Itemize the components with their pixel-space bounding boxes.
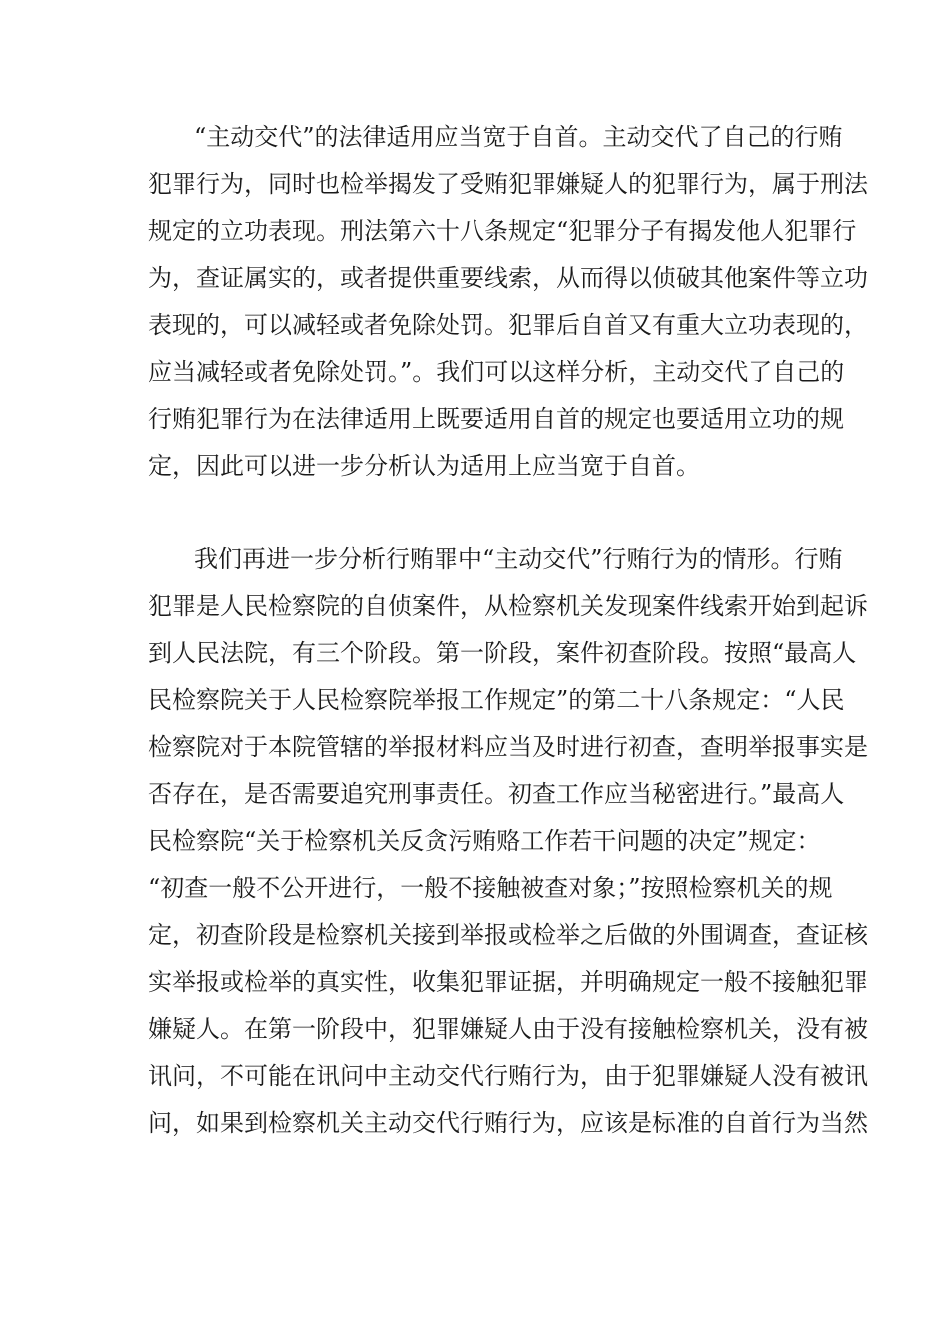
paragraph-line: 表现的，可以减轻或者免除处罚。犯罪后自首又有重大立功表现的， <box>148 311 868 339</box>
paragraph-line: “初查一般不公开进行，一般不接触被查对象；”按照检察机关的规 <box>148 874 833 902</box>
paragraph-line: 定，因此可以进一步分析认为适用上应当宽于自首。 <box>148 452 700 480</box>
paragraph-1 <box>148 114 868 490</box>
paragraph-2 <box>148 536 868 1147</box>
paragraph-line: 犯罪是人民检察院的自侦案件，从检察机关发现案件线索开始到起诉 <box>148 592 868 620</box>
paragraph-line: 应当减轻或者免除处罚。”。我们可以这样分析，主动交代了自己的 <box>148 358 845 386</box>
paragraph-line: 我们再进一步分析行贿罪中“主动交代”行贿行为的情形。行贿 <box>194 545 843 573</box>
paragraph-line: 讯问，不可能在讯问中主动交代行贿行为，由于犯罪嫌疑人没有被讯 <box>148 1062 868 1090</box>
paragraph-line: 行贿犯罪行为在法律适用上既要适用自首的规定也要适用立功的规 <box>148 405 844 433</box>
paragraph-line: 检察院对于本院管辖的举报材料应当及时进行初查，查明举报事实是 <box>148 733 868 761</box>
paragraph-line: 民检察院关于人民检察院举报工作规定”的第二十八条规定：“人民 <box>148 686 845 714</box>
paragraph-line: 嫌疑人。在第一阶段中，犯罪嫌疑人由于没有接触检察机关，没有被 <box>148 1015 868 1043</box>
paragraph-line: 实举报或检举的真实性，收集犯罪证据，并明确规定一般不接触犯罪 <box>148 968 868 996</box>
paragraph-line: 定，初查阶段是检察机关接到举报或检举之后做的外围调查，查证核 <box>148 921 868 949</box>
paragraph-line: 否存在，是否需要追究刑事责任。初查工作应当秘密进行。”最高人 <box>148 780 845 808</box>
paragraph-line: 问，如果到检察机关主动交代行贿行为，应该是标准的自首行为当然 <box>148 1109 868 1137</box>
paragraph-line: 到人民法院，有三个阶段。第一阶段，案件初查阶段。按照“最高人 <box>148 639 857 667</box>
paragraph-line: “主动交代”的法律适用应当宽于自首。主动交代了自己的行贿 <box>194 123 843 151</box>
paragraph-line: 为，查证属实的，或者提供重要线索，从而得以侦破其他案件等立功 <box>148 264 868 292</box>
paragraph-line: 犯罪行为，同时也检举揭发了受贿犯罪嫌疑人的犯罪行为，属于刑法 <box>148 170 868 198</box>
paragraph-line: 规定的立功表现。刑法第六十八条规定“犯罪分子有揭发他人犯罪行 <box>148 217 857 245</box>
paragraph-line: 民检察院“关于检察机关反贪污贿赂工作若干问题的决定”规定： <box>148 827 821 855</box>
